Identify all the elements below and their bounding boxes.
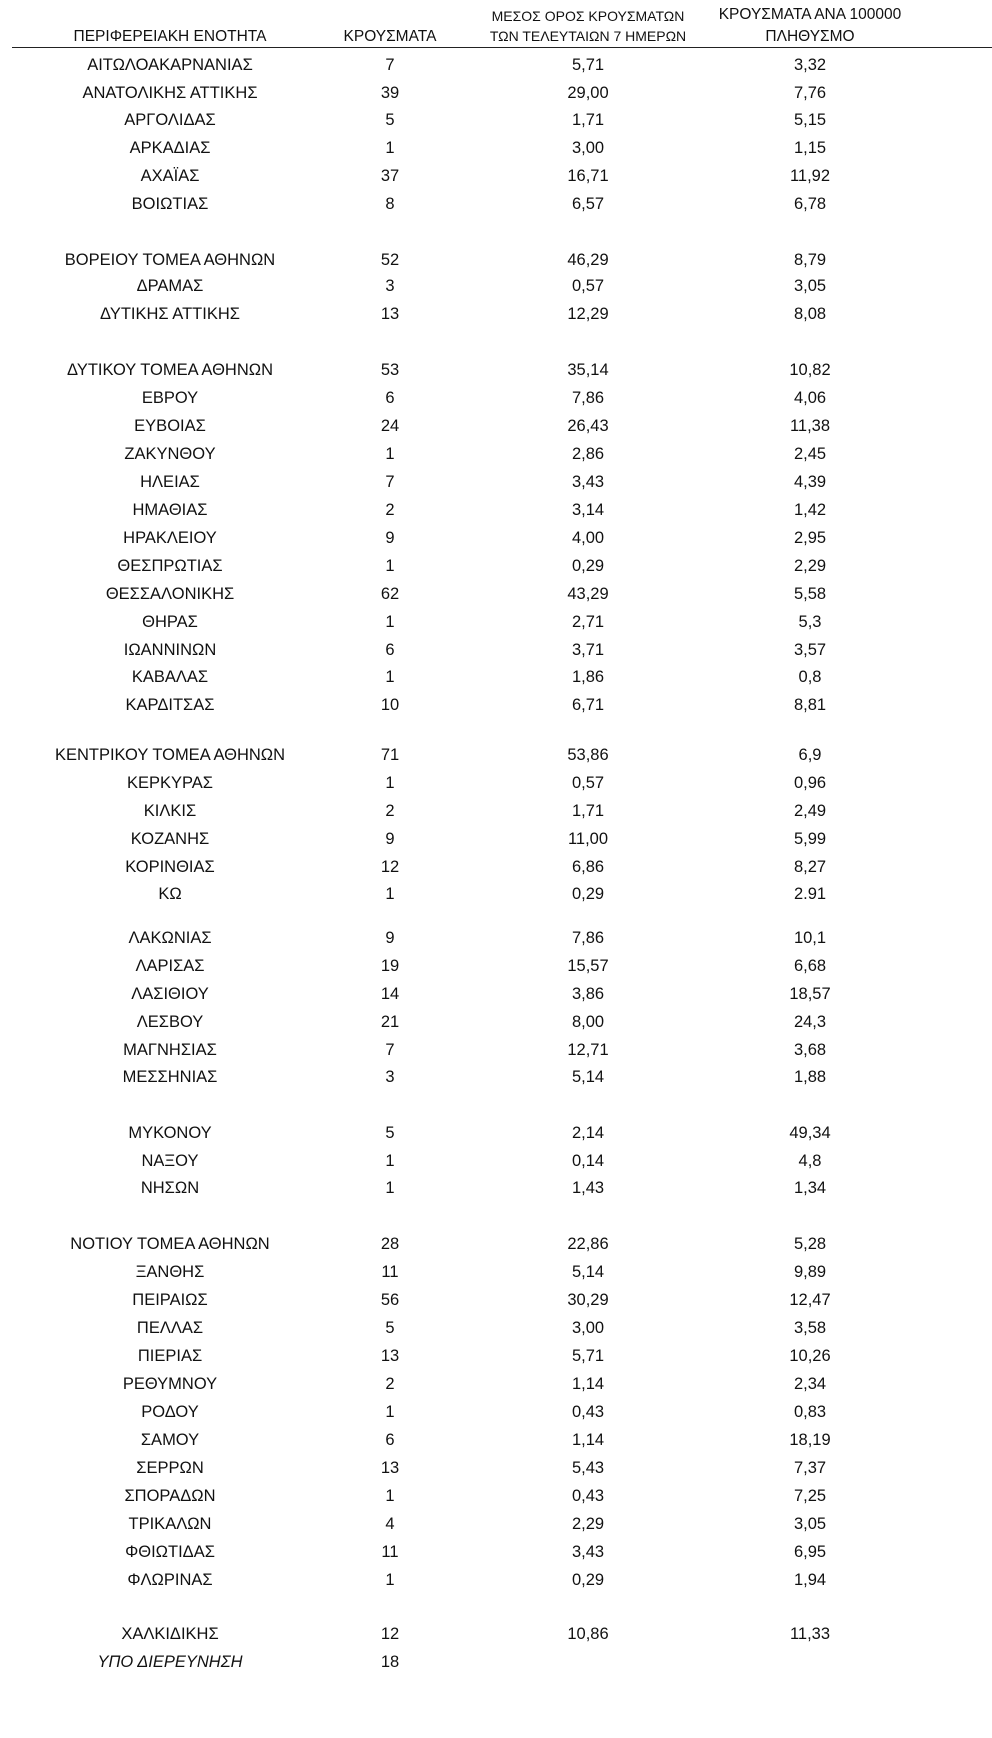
avg7-cell: 16,71 [567,167,609,185]
cases-cell: 10 [380,696,400,714]
avg7-cell: 29,00 [567,84,609,102]
avg7-cell: 22,86 [567,1235,609,1253]
avg7-cell: 7,86 [571,929,605,947]
cases-cell: 24 [380,417,400,435]
avg7-cell: 2,86 [571,445,605,463]
avg7-cell: 0,29 [571,1571,605,1589]
region-cell: ΝΟΤΙΟΥ ΤΟΜΕΑ ΑΘΗΝΩΝ [70,1235,270,1253]
per100k-cell: 24,3 [793,1013,827,1031]
region-cell: ΤΡΙΚΑΛΩΝ [128,1515,212,1533]
region-cell: ΡΟΔΟΥ [141,1403,199,1421]
region-cell: ΗΛΕΙΑΣ [140,473,200,491]
cases-cell: 1 [385,885,395,903]
avg7-cell: 26,43 [567,417,609,435]
per100k-cell: 6,9 [798,746,822,764]
per100k-cell: 3,57 [793,641,827,659]
region-cell: ΕΒΡΟΥ [141,389,199,407]
cases-cell: 1 [385,668,395,686]
per100k-cell: 7,37 [793,1459,827,1477]
avg7-cell: 3,14 [571,501,605,519]
avg7-cell: 3,43 [571,1543,605,1561]
cases-cell: 9 [385,830,395,848]
avg7-cell: 0,57 [571,277,605,295]
avg7-cell: 0,57 [571,774,605,792]
cases-cell: 1 [385,1403,395,1421]
region-cell: ΚΕΝΤΡΙΚΟΥ ΤΟΜΕΑ ΑΘΗΝΩΝ [54,746,286,764]
avg7-cell: 1,43 [571,1179,605,1197]
per100k-cell: 1,42 [793,501,827,519]
cases-cell: 1 [385,557,395,575]
avg7-cell: 46,29 [567,251,609,269]
per100k-cell: 5,99 [793,830,827,848]
per100k-cell: 3,05 [793,277,827,295]
cases-cell: 4 [385,1515,395,1533]
cases-cell: 6 [385,389,395,407]
cases-cell: 5 [385,1124,395,1142]
region-cell: ΥΠΟ ΔΙΕΡΕΥΝΗΣΗ [97,1653,243,1671]
per100k-cell: 1,88 [793,1068,827,1086]
region-cell: ΒΟΙΩΤΙΑΣ [131,195,209,213]
avg7-cell: 6,86 [571,858,605,876]
cases-cell: 3 [385,1068,395,1086]
region-cell: ΑΧΑΪΑΣ [140,167,200,185]
per100k-cell: 1,34 [793,1179,827,1197]
cases-cell: 1 [385,139,395,157]
avg7-cell: 4,00 [571,529,605,547]
avg7-cell: 1,86 [571,668,605,686]
region-cell: ΛΑΣΙΘΙΟΥ [131,985,209,1003]
avg7-cell: 5,71 [571,56,605,74]
cases-cell: 21 [380,1013,400,1031]
cases-cell: 13 [380,305,400,323]
cases-cell: 1 [385,445,395,463]
cases-cell: 12 [380,858,400,876]
region-cell: ΜΑΓΝΗΣΙΑΣ [123,1041,217,1059]
cases-cell: 1 [385,774,395,792]
avg7-cell: 6,71 [571,696,605,714]
region-cell: ΕΥΒΟΙΑΣ [134,417,206,435]
per100k-cell: 2,95 [793,529,827,547]
avg7-cell: 1,14 [571,1431,605,1449]
region-cell: ΔΥΤΙΚΟΥ ΤΟΜΕΑ ΑΘΗΝΩΝ [67,361,273,379]
avg7-cell: 5,43 [571,1459,605,1477]
avg7-cell: 0,43 [571,1487,605,1505]
region-cell: ΑΝΑΤΟΛΙΚΗΣ ΑΤΤΙΚΗΣ [82,84,258,102]
region-cell: ΘΗΡΑΣ [142,613,198,631]
avg7-cell: 3,00 [571,139,605,157]
avg7-cell: 1,14 [571,1375,605,1393]
region-cell: ΒΟΡΕΙΟΥ ΤΟΜΕΑ ΑΘΗΝΩΝ [64,251,276,269]
per100k-cell: 0,83 [793,1403,827,1421]
cases-cell: 13 [380,1459,400,1477]
cases-cell: 5 [385,1319,395,1337]
avg7-cell: 12,29 [567,305,609,323]
avg7-cell: 43,29 [567,585,609,603]
per100k-cell: 3,58 [793,1319,827,1337]
region-cell: ΚΙΛΚΙΣ [143,802,197,820]
cases-cell: 1 [385,1487,395,1505]
region-cell: ΔΡΑΜΑΣ [136,277,204,295]
per100k-cell: 9,89 [793,1263,827,1281]
avg7-cell: 3,71 [571,641,605,659]
cases-cell: 6 [385,1431,395,1449]
avg7-cell: 5,14 [571,1068,605,1086]
cases-cell: 2 [385,501,395,519]
cases-cell: 19 [380,957,400,975]
cases-cell: 39 [380,84,400,102]
region-cell: ΙΩΑΝΝΙΝΩΝ [123,641,217,659]
avg7-cell: 2,71 [571,613,605,631]
region-cell: ΧΑΛΚΙΔΙΚΗΣ [121,1625,219,1643]
per100k-cell: 1,15 [793,139,827,157]
region-cell: ΜΕΣΣΗΝΙΑΣ [122,1068,218,1086]
cases-cell: 14 [380,985,400,1003]
cases-cell: 9 [385,929,395,947]
avg7-cell: 6,57 [571,195,605,213]
region-cell: ΞΑΝΘΗΣ [135,1263,205,1281]
region-cell: ΗΡΑΚΛΕΙΟΥ [123,529,217,547]
region-cell: ΘΕΣΣΑΛΟΝΙΚΗΣ [105,585,235,603]
avg7-cell: 5,71 [571,1347,605,1365]
region-cell: ΔΥΤΙΚΗΣ ΑΤΤΙΚΗΣ [100,305,240,323]
per100k-cell: 3,05 [793,1515,827,1533]
header-avg7-line2: ΤΩΝ ΤΕΛΕΥΤΑΙΩΝ 7 ΗΜΕΡΩΝ [489,28,687,44]
avg7-cell: 0,43 [571,1403,605,1421]
per100k-cell: 6,68 [793,957,827,975]
per100k-cell: 3,68 [793,1041,827,1059]
region-cell: ΣΑΜΟΥ [140,1431,200,1449]
per100k-cell: 8,79 [793,251,827,269]
per100k-cell: 12,47 [789,1291,831,1309]
cases-cell: 7 [385,1041,395,1059]
header-per100k-line2: ΠΛΗΘΥΣΜΟ [765,28,855,45]
per100k-cell: 10,26 [789,1347,831,1365]
cases-cell: 28 [380,1235,400,1253]
per100k-cell: 18,19 [789,1431,831,1449]
region-cell: ΑΙΤΩΛΟΑΚΑΡΝΑΝΙΑΣ [87,56,253,74]
cases-cell: 7 [385,473,395,491]
per100k-cell: 5,58 [793,585,827,603]
region-cell: ΘΕΣΠΡΩΤΙΑΣ [117,557,223,575]
cases-cell: 52 [380,251,400,269]
region-cell: ΣΠΟΡΑΔΩΝ [124,1487,216,1505]
per100k-cell: 18,57 [789,985,831,1003]
per100k-cell: 0,8 [798,668,822,686]
avg7-cell: 0,14 [571,1152,605,1170]
region-cell: ΦΛΩΡΙΝΑΣ [127,1571,213,1589]
region-cell: ΠΕΛΛΑΣ [136,1319,204,1337]
avg7-cell: 7,86 [571,389,605,407]
cases-cell: 9 [385,529,395,547]
avg7-cell: 30,29 [567,1291,609,1309]
region-cell: ΖΑΚΥΝΘΟΥ [124,445,216,463]
per100k-cell: 8,81 [793,696,827,714]
per100k-cell: 1,94 [793,1571,827,1589]
cases-cell: 37 [380,167,400,185]
header-rule [12,47,992,48]
per100k-cell: 8,27 [793,858,827,876]
region-cell: ΛΕΣΒΟΥ [136,1013,204,1031]
cases-cell: 18 [380,1653,400,1671]
avg7-cell: 15,57 [567,957,609,975]
region-cell: ΣΕΡΡΩΝ [136,1459,204,1477]
per100k-cell: 6,78 [793,195,827,213]
per100k-cell: 4,39 [793,473,827,491]
cases-cell: 6 [385,641,395,659]
avg7-cell: 5,14 [571,1263,605,1281]
per100k-cell: 11,38 [789,417,831,435]
avg7-cell: 1,71 [571,111,605,129]
region-cell: ΦΘΙΩΤΙΔΑΣ [125,1543,215,1561]
per100k-cell: 11,92 [789,167,831,185]
cases-cell: 53 [380,361,400,379]
avg7-cell: 0,29 [571,885,605,903]
per100k-cell: 7,76 [793,84,827,102]
avg7-cell: 3,86 [571,985,605,1003]
avg7-cell: 0,29 [571,557,605,575]
header-cases: ΚΡΟΥΣΜΑΤΑ [343,28,437,45]
per100k-cell: 4,06 [793,389,827,407]
avg7-cell: 3,43 [571,473,605,491]
cases-cell: 1 [385,1179,395,1197]
per100k-cell: 2,34 [793,1375,827,1393]
per100k-cell: 11,33 [789,1625,831,1643]
cases-cell: 1 [385,613,395,631]
avg7-cell: 12,71 [567,1041,609,1059]
region-cell: ΜΥΚΟΝΟΥ [128,1124,212,1142]
cases-cell: 12 [380,1625,400,1643]
per100k-cell: 5,15 [793,111,827,129]
avg7-cell: 3,00 [571,1319,605,1337]
avg7-cell: 53,86 [567,746,609,764]
region-cell: ΑΡΓΟΛΙΔΑΣ [124,111,216,129]
per100k-cell: 3,32 [793,56,827,74]
cases-cell: 13 [380,1347,400,1365]
cases-cell: 1 [385,1571,395,1589]
avg7-cell: 1,71 [571,802,605,820]
per100k-cell: 5,28 [793,1235,827,1253]
per100k-cell: 2,49 [793,802,827,820]
per100k-cell: 5,3 [798,613,822,631]
cases-cell: 3 [385,277,395,295]
region-cell: ΛΑΡΙΣΑΣ [135,957,205,975]
per100k-cell: 2,45 [793,445,827,463]
per100k-cell: 2,29 [793,557,827,575]
region-cell: ΚΟΖΑΝΗΣ [130,830,210,848]
region-cell: ΚΟΡΙΝΘΙΑΣ [125,858,215,876]
header-per100k-line1: ΚΡΟΥΣΜΑΤΑ ΑΝΑ 100000 [718,6,902,23]
per100k-cell: 2.91 [793,885,827,903]
region-cell: ΚΑΒΑΛΑΣ [131,668,209,686]
header-region: ΠΕΡΙΦΕΡΕΙΑΚΗ ΕΝΟΤΗΤΑ [73,28,267,45]
region-cell: ΚΕΡΚΥΡΑΣ [126,774,213,792]
avg7-cell: 2,29 [571,1515,605,1533]
per100k-cell: 10,82 [789,361,831,379]
avg7-cell: 35,14 [567,361,609,379]
avg7-cell: 2,14 [571,1124,605,1142]
cases-cell: 2 [385,802,395,820]
cases-cell: 56 [380,1291,400,1309]
avg7-cell: 11,00 [567,830,609,848]
cases-cell: 5 [385,111,395,129]
per100k-cell: 4,8 [798,1152,822,1170]
per100k-cell: 49,34 [789,1124,831,1142]
region-cell: ΝΗΣΩΝ [140,1179,200,1197]
region-cell: ΝΑΞΟΥ [141,1152,199,1170]
avg7-cell: 8,00 [571,1013,605,1031]
region-cell: ΠΕΙΡΑΙΩΣ [132,1291,208,1309]
region-cell: ΑΡΚΑΔΙΑΣ [129,139,211,157]
cases-cell: 1 [385,1152,395,1170]
cases-cell: 2 [385,1375,395,1393]
region-cell: ΡΕΘΥΜΝΟΥ [122,1375,218,1393]
region-cell: ΚΩ [158,885,182,903]
per100k-cell: 8,08 [793,305,827,323]
per100k-cell: 7,25 [793,1487,827,1505]
cases-cell: 7 [385,56,395,74]
cases-cell: 62 [380,585,400,603]
cases-cell: 11 [381,1543,399,1561]
cases-cell: 71 [380,746,400,764]
region-cell: ΗΜΑΘΙΑΣ [132,501,208,519]
region-cell: ΚΑΡΔΙΤΣΑΣ [125,696,215,714]
per100k-cell: 6,95 [793,1543,827,1561]
per100k-cell: 0,96 [793,774,827,792]
per100k-cell: 10,1 [793,929,827,947]
avg7-cell: 10,86 [567,1625,609,1643]
region-cell: ΠΙΕΡΙΑΣ [137,1347,203,1365]
header-avg7-line1: ΜΕΣΟΣ ΟΡΟΣ ΚΡΟΥΣΜΑΤΩΝ [491,8,685,24]
cases-cell: 8 [385,195,395,213]
region-cell: ΛΑΚΩΝΙΑΣ [128,929,212,947]
cases-cell: 11 [381,1263,399,1281]
